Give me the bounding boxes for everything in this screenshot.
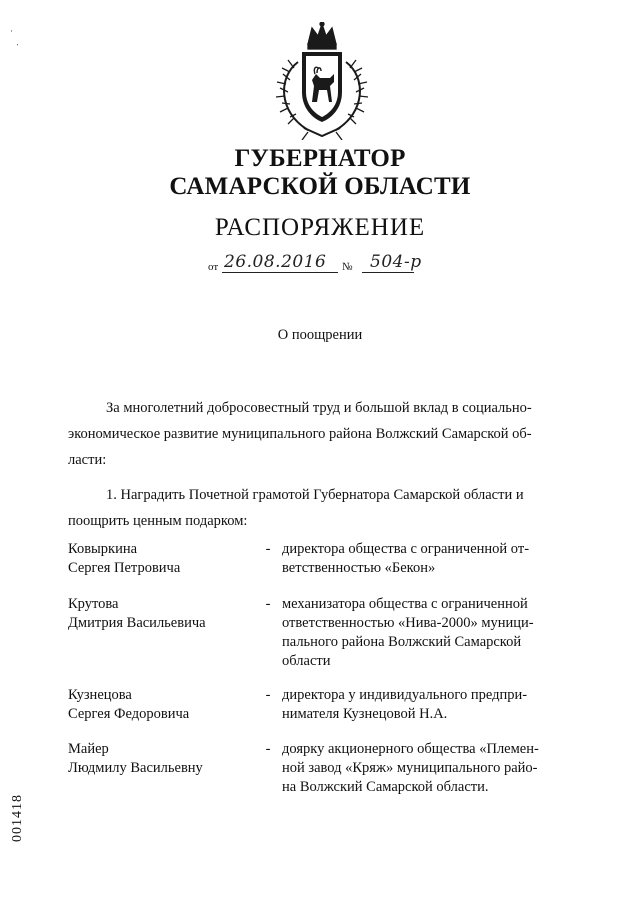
scan-speck: ‧ [16,40,19,50]
preamble [68,395,568,473]
date-value: 26.08.2016 [224,252,327,272]
recipient-given-name: Сергея Федоровича [68,706,190,722]
number-underline [362,272,414,273]
position-line: на Волжский Самарской области. [282,779,489,795]
preamble-line: ласти: [68,452,107,468]
position-line: механизатора общества с ограниченной [282,596,528,612]
recipient-given-name: Людмилу Васильевну [68,760,203,776]
org-title-line2: САМАРСКОЙ ОБЛАСТИ [169,173,471,200]
document-type: РАСПОРЯЖЕНИЕ [214,214,426,241]
recipient-name [68,686,258,724]
item-line: поощрить ценным подарком: [68,513,248,529]
serial-number: 001418 [10,794,25,842]
entry-dash: - [265,596,271,612]
position-line: ветственностью «Бекон» [282,560,436,576]
coat-of-arms-icon [268,22,376,140]
position-line: области [282,653,331,669]
entry-dash: - [265,541,271,557]
recipient-position [282,740,568,797]
entry-dash: - [265,741,271,757]
number-label: № [342,261,353,273]
recipient-given-name: Дмитрия Васильевича [68,615,206,631]
position-line: директора общества с ограниченной от- [282,541,530,557]
position-line: ответственностью «Нива-2000» муници- [282,615,534,631]
date-underline [222,272,338,273]
preamble-line: экономическое развитие муниципального района Волжский Самарской об- [68,426,532,442]
recipient-position [282,595,568,671]
position-line: директора у индивидуального предпри- [282,687,528,703]
recipient-position [282,686,568,724]
recipient-surname: Майер [68,741,109,757]
recipient-surname: Кузнецова [68,687,132,703]
position-line: ной завод «Кряж» муниципального райо- [282,760,538,776]
scan-speck: · [10,26,13,36]
position-line: нимателя Кузнецовой Н.А. [282,706,448,722]
entry-dash: - [265,687,271,703]
recipient-name [68,595,258,633]
date-number-line [208,254,468,276]
item-1 [68,482,568,534]
recipient-given-name: Сергея Петровича [68,560,181,576]
recipient-position [282,540,568,578]
org-title-line1: ГУБЕРНАТОР [234,145,406,172]
number-value: 504-р [370,252,422,272]
recipient-name [68,540,258,578]
position-line: доярку акционерного общества «Племен- [282,741,539,757]
document-subject: О поощрении [277,327,363,343]
date-label: от [208,261,219,273]
recipient-surname: Ковыркина [68,541,138,557]
recipient-name [68,740,258,778]
item-line: 1. Наградить Почетной грамотой Губернатора Самарской области и [106,487,524,503]
preamble-line: За многолетний добросовестный труд и большой вклад в социально- [106,400,532,416]
recipient-surname: Крутова [68,596,119,612]
position-line: пального района Волжский Самарской [282,634,522,650]
